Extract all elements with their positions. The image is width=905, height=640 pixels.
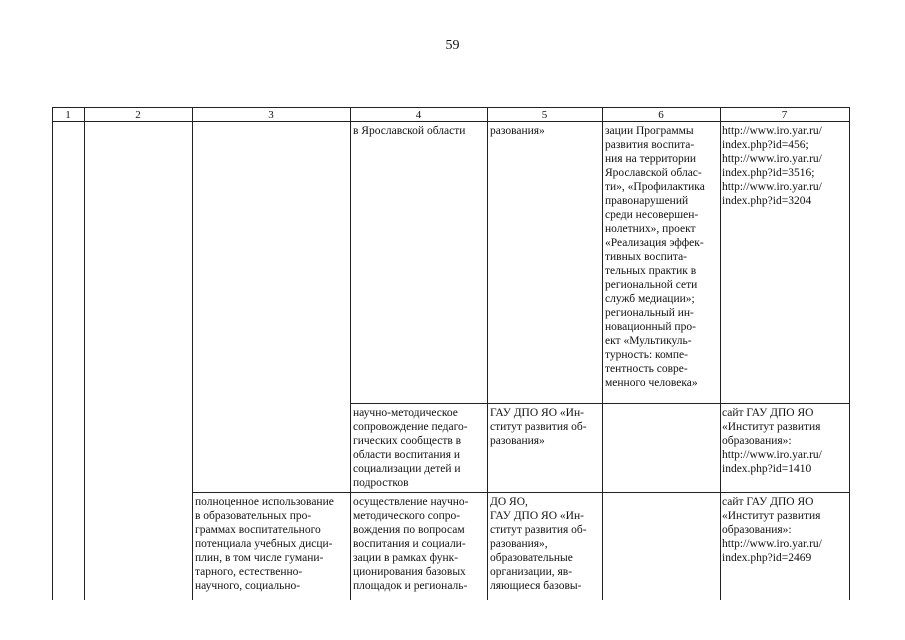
column-header-2: 2 — [135, 109, 141, 121]
column-divider — [720, 107, 721, 600]
column-divider — [602, 107, 603, 600]
column-header-4: 4 — [415, 109, 422, 121]
column-divider — [84, 107, 85, 600]
row3-activity-cell: осуществление научно- методического сопро- вождения по вопросам воспитания и социали- зации в рамках функ- ционирования базовых площадок и региональ- — [353, 496, 469, 592]
column-divider — [487, 107, 488, 600]
page-number: 59 — [445, 38, 460, 53]
column-header-7: 7 — [781, 109, 788, 121]
row3-link-cell: сайт ГАУ ДПО ЯО «Институт развития образования»: http://www.iro.yar.ru/ index.php?id=2469 — [722, 496, 822, 564]
table-border-left — [52, 107, 53, 600]
row1-result-cell: зации Программы развития воспита- ния на территории Ярославской облас- ти», «Профилактика правонарушений среди несовершен- нолетних», проект «Реализация эффек- тивных воспита- тельных практик в региональной сети служб медиации»; региональный ин- новационный про- ект «Мультикуль- турность: компе- тентность совре- менного человека» — [605, 125, 705, 389]
table-border-top — [52, 107, 850, 108]
table-border-right — [849, 107, 850, 600]
column-header-1: 1 — [65, 109, 71, 121]
column-divider — [192, 107, 193, 600]
row1-executor-cell: разования» — [490, 125, 545, 137]
header-separator — [52, 121, 850, 122]
row2-link-cell: сайт ГАУ ДПО ЯО «Институт развития образования»: http://www.iro.yar.ru/ index.php?id=1410 — [722, 407, 822, 475]
column-header-5: 5 — [541, 109, 548, 121]
row3-executor-cell: ДО ЯО, ГАУ ДПО ЯО «Ин- ститут развития об- разования», образовательные организации, яв- ляющиеся базовы- — [490, 496, 587, 592]
row2-activity-cell: научно-методическое сопровождение педаго- гических сообществ в области воспитания и социализации детей и подростков — [353, 407, 468, 489]
row1-link-cell: http://www.iro.yar.ru/ index.php?id=456; http://www.iro.yar.ru/ index.php?id=3516; http://www.iro.yar.ru/ index.php?id=3204 — [722, 125, 822, 207]
column-header-6: 6 — [658, 109, 664, 121]
row-separator — [192, 492, 850, 493]
column-divider — [350, 107, 351, 600]
row1-activity-cell: в Ярославской области — [353, 125, 466, 137]
column-header-3: 3 — [268, 109, 274, 121]
row2-executor-cell: ГАУ ДПО ЯО «Ин- ститут развития об- разования» — [490, 407, 587, 447]
row3-task-cell: полноценное использование в образовательных про- граммах воспитательного потенциала учебных дисци- плин, в том числе гумани- тарного, естественно- научного, социально- — [195, 496, 334, 592]
row-separator — [350, 403, 850, 404]
